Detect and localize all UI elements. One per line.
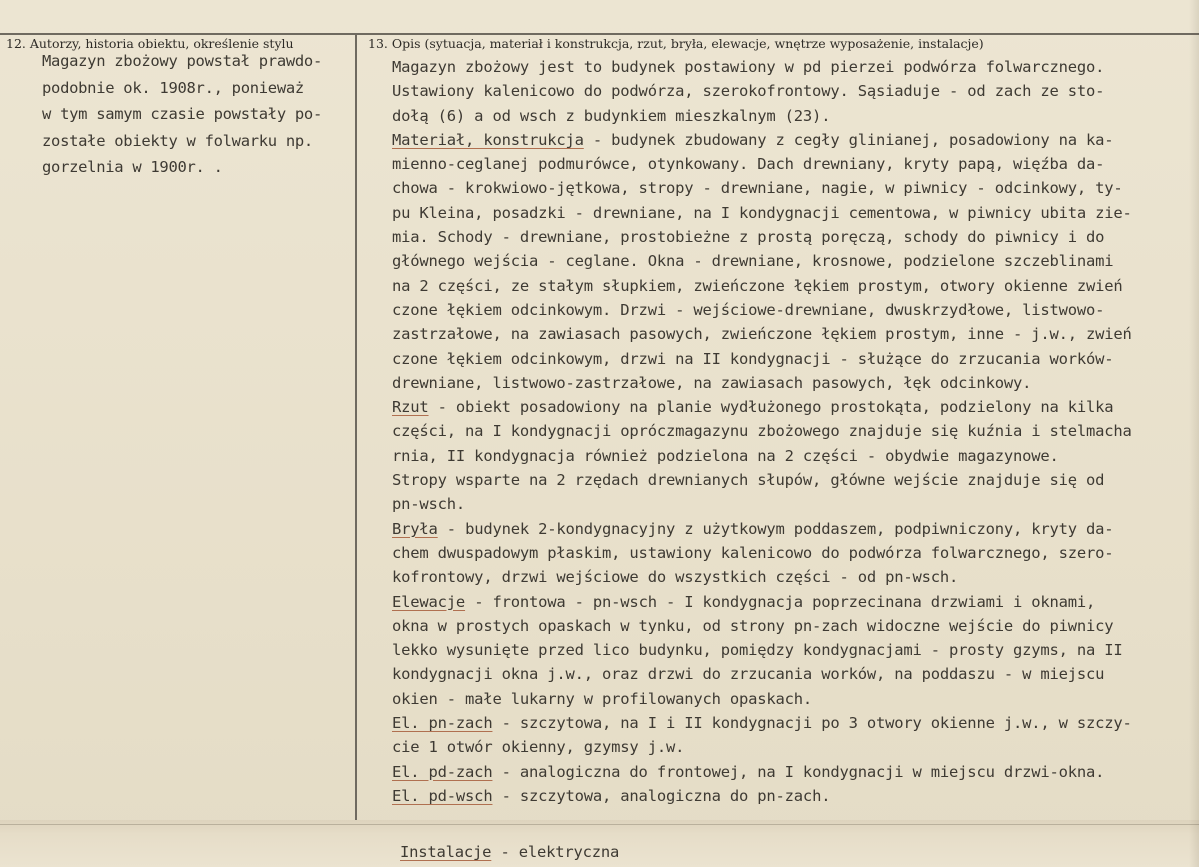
- line-text: mia. Schody - drewniane, prostobieżne z prostą poręczą, schody do piwnicy i do: [392, 228, 1105, 247]
- description-line: [392, 468, 1192, 492]
- line-text: lekko wysunięte przed lico budynku, pomiędzy kondygnacjami - prosty gzyms, na II: [392, 641, 1123, 660]
- description-line: [392, 201, 1192, 225]
- description-line: [392, 638, 1192, 662]
- description-line: [392, 760, 1192, 784]
- description-line: [392, 225, 1192, 249]
- section-heading: El. pn-zach: [392, 714, 493, 733]
- field-12-header: 12. Autorzy, historia obiektu, określenie stylu: [6, 36, 294, 51]
- description-line: [392, 614, 1192, 638]
- history-text: [42, 48, 357, 181]
- line-text: - szczytowa, na I i II kondygnacji po 3 otwory okienne j.w., w szczy-: [492, 714, 1132, 733]
- line-text: - frontowa - pn-wsch - I kondygnacja poprzecinana drzwiami i oknami,: [465, 592, 1096, 611]
- history-line: zostałe obiekty w folwarku np.: [42, 131, 313, 150]
- top-rule: [0, 33, 1199, 35]
- line-text: okien - małe lukarny w profilowanych opaskach.: [392, 689, 813, 708]
- line-text: drewniane, listwowo-zastrzałowe, na zawiasach pasowych, łęk odcinkowy.: [392, 373, 1032, 392]
- line-text: cie 1 otwór okienny, gzymsy j.w.: [392, 738, 685, 757]
- description-line: [392, 298, 1192, 322]
- line-text: - obiekt posadowiony na planie wydłużonego prostokąta, podzielony na kilka: [428, 398, 1114, 417]
- line-text: - elektryczna: [491, 843, 620, 861]
- description-line: [392, 104, 1192, 128]
- history-line: gorzelnia w 1900r. .: [42, 158, 223, 176]
- history-line: w tym samym czasie powstały po-: [42, 105, 322, 123]
- line-text: zastrzałowe, na zawiasach pasowych, zwieńczone łękiem prostym, inne - j.w., zwień: [392, 325, 1132, 344]
- line-text: Magazyn zbożowy jest to budynek postawiony w pd pierzei podwórza folwarcznego.: [392, 58, 1105, 76]
- description-line: [392, 662, 1192, 686]
- section-heading: Bryła: [392, 519, 438, 538]
- description-line: [392, 79, 1192, 103]
- line-text: - budynek zbudowany z cegły glinianej, posadowiony na ka-: [583, 130, 1114, 149]
- description-line: [392, 565, 1192, 589]
- description-line: [392, 322, 1192, 346]
- description-line: [392, 419, 1192, 443]
- description-line: [392, 152, 1192, 176]
- line-text: chem dwuspadowym płaskim, ustawiony kalenicowo do podwórza folwarcznego, szero-: [392, 543, 1114, 562]
- description-line: [392, 687, 1192, 711]
- line-text: - analogiczna do frontowej, na I kondygnacji w miejscu drzwi-okna.: [492, 762, 1105, 781]
- description-line: [392, 249, 1192, 273]
- description-line: [392, 347, 1192, 371]
- line-text: mienno-ceglanej podmurówce, otynkowany. Dach drewniany, kryty papą, więźba da-: [392, 155, 1105, 174]
- description-line: [392, 735, 1192, 759]
- line-text: chowa - krokwiowo-jętkowa, stropy - drewniane, nagie, w piwnicy - odcinkowy, ty-: [392, 179, 1123, 198]
- line-text: pn-wsch.: [392, 495, 466, 514]
- description-line: [392, 444, 1192, 468]
- description-text: [392, 55, 1192, 808]
- section-heading: Rzut: [392, 398, 429, 417]
- history-line: podobnie ok. 1908r., ponieważ: [42, 78, 304, 97]
- description-line: [392, 395, 1192, 419]
- section-heading: El. pd-zach: [392, 762, 493, 781]
- description-line: [392, 541, 1192, 565]
- description-line: [392, 176, 1192, 200]
- line-text: kofrontowy, drzwi wejściowe do wszystkich części - od pn-wsch.: [392, 568, 959, 587]
- line-text: części, na I kondygnacji opróczmagazynu zbożowego znajduje się kuźnia i stelmacha: [392, 422, 1132, 441]
- description-line: [392, 492, 1192, 516]
- description-line: [392, 517, 1192, 541]
- line-text: okna w prostych opaskach w tynku, od strony pn-zach widoczne wejście do piwnicy: [392, 616, 1114, 635]
- description-line: [392, 128, 1192, 152]
- line-text: głównego wejścia - ceglane. Okna - drewniane, krosnowe, podzielone szczeblinami: [392, 252, 1114, 271]
- description-line: [392, 371, 1192, 395]
- installation-line: [400, 843, 619, 861]
- history-line: Magazyn zbożowy powstał prawdo-: [42, 52, 322, 70]
- line-text: czone łękiem odcinkowym, drzwi na II kondygnacji - służące do zrzucania worków-: [392, 349, 1114, 368]
- description-line: [392, 590, 1192, 614]
- line-text: pu Kleina, posadzki - drewniane, na I kondygnacji cementowa, w piwnicy ubita zie-: [392, 203, 1132, 222]
- bottom-rule: [0, 824, 1199, 825]
- line-text: na 2 części, ze stałym słupkiem, zwieńczone łękiem prostym, otwory okienne zwień: [392, 276, 1123, 295]
- line-text: czone łękiem odcinkowym. Drzwi - wejściowe-drewniane, dwuskrzydłowe, listwowo-: [392, 300, 1105, 319]
- section-heading: Materiał, konstrukcja: [392, 130, 584, 149]
- line-text: Stropy wsparte na 2 rzędach drewnianych słupów, główne wejście znajduje się od: [392, 471, 1105, 490]
- section-heading: El. pd-wsch: [392, 786, 493, 805]
- line-text: - budynek 2-kondygnacyjny z użytkowym poddaszem, podpiwniczony, kryty da-: [437, 519, 1114, 538]
- line-text: kondygnacji okna j.w., oraz drzwi do zrzucania worków, na poddaszu - w miejscu: [392, 665, 1105, 684]
- description-line: [392, 274, 1192, 298]
- section-heading: Instalacje: [400, 843, 492, 861]
- description-line: [392, 784, 1192, 808]
- line-text: Ustawiony kalenicowo do podwórza, szerokofrontowy. Sąsiaduje - od zach ze sto-: [392, 82, 1105, 101]
- line-text: rnia, II kondygnacja również podzielona na 2 części - obydwie magazynowe.: [392, 446, 1059, 465]
- field-13-header: 13. Opis (sytuacja, materiał i konstrukcja, rzut, bryła, elewacje, wnętrze wyposażenie, instalacje): [368, 36, 984, 51]
- section-heading: Elewacje: [392, 592, 466, 611]
- line-text: - szczytowa, analogiczna do pn-zach.: [492, 786, 831, 805]
- line-text: dołą (6) a od wsch z budynkiem mieszkalnym (23).: [392, 106, 831, 125]
- description-line: [392, 55, 1192, 79]
- description-line: [392, 711, 1192, 735]
